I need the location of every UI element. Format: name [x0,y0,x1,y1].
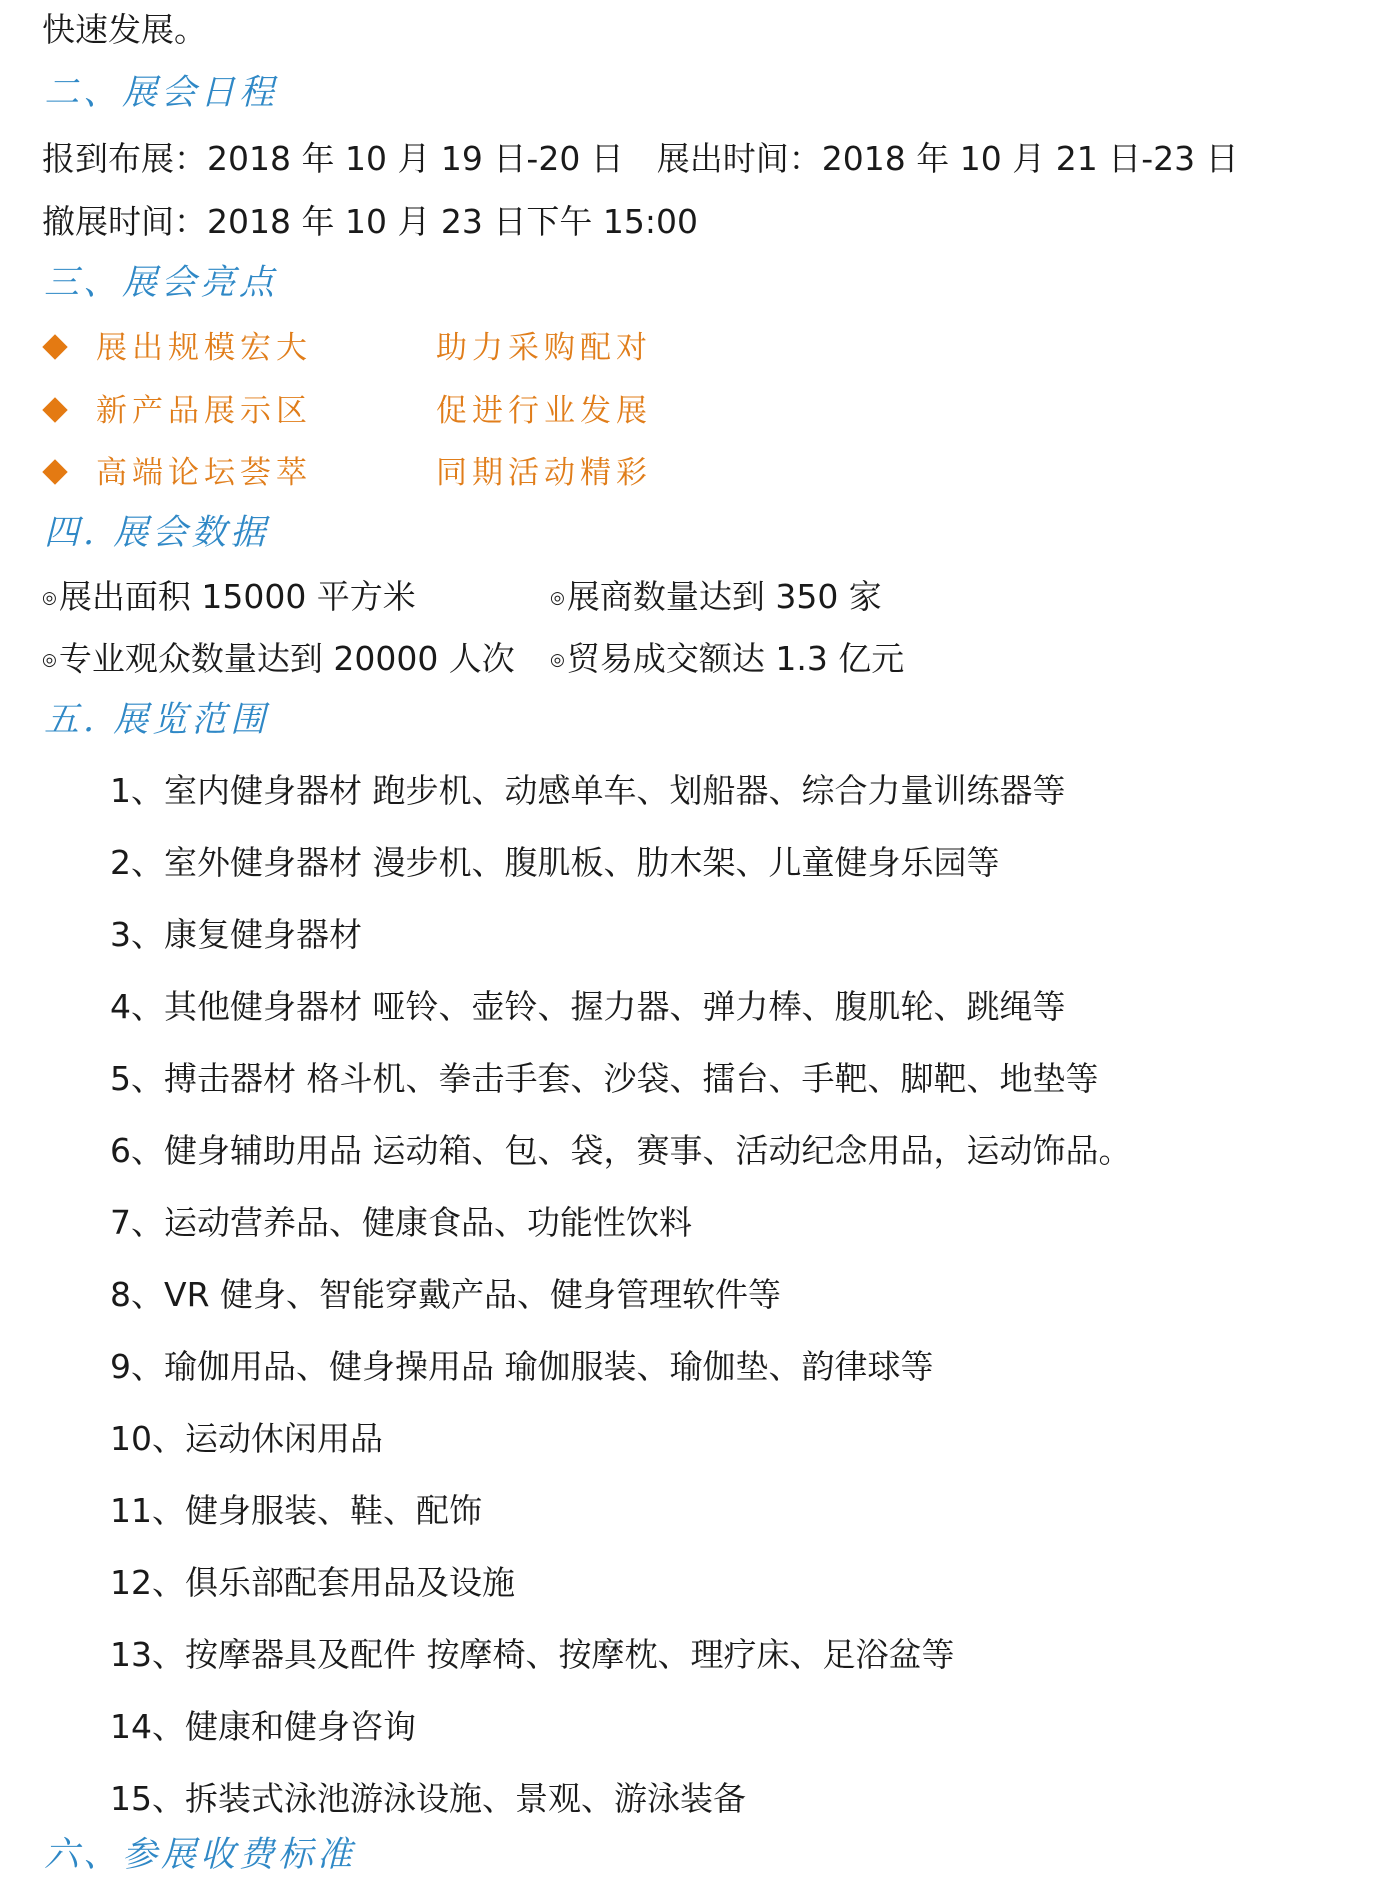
scope-heading: 五. 展览范围 [44,700,270,740]
scope-item: 15、拆装式泳池游泳设施、景观、游泳装备 [110,1779,746,1818]
highlights-heading: 三、展会亮点 [44,263,279,303]
scope-item: 9、瑜伽用品、健身操用品 瑜伽服装、瑜伽垫、韵律球等 [110,1347,934,1386]
schedule-line-teardown: 撤展时间：2018 年 10 月 23 日下午 15:00 [42,202,699,241]
scope-item: 1、室内健身器材 跑步机、动感单车、划船器、综合力量训练器等 [110,771,1066,810]
stat-cell [550,576,882,619]
scope-item: 5、搏击器材 格斗机、拳击手套、沙袋、擂台、手靶、脚靶、地垫等 [110,1059,1099,1098]
stat-cell [550,638,904,681]
circle-bullet-icon: ◎ [550,650,565,670]
schedule-heading: 二、展会日程 [44,73,279,113]
scope-item: 4、其他健身器材 哑铃、壶铃、握力器、弹力棒、腹肌轮、跳绳等 [110,987,1066,1026]
scope-item: 3、康复健身器材 [110,915,362,954]
diamond-bullet-icon [42,459,67,484]
stat-text: 展出面积 15000 平方米 [58,577,416,616]
stat-text: 展商数量达到 350 家 [566,577,882,616]
scope-item: 2、室外健身器材 漫步机、腹肌板、肋木架、儿童健身乐园等 [110,843,1000,882]
stat-cell [42,638,515,681]
scope-item: 11、健身服装、鞋、配饰 [110,1491,482,1530]
scope-item: 13、按摩器具及配件 按摩椅、按摩枕、理疗床、足浴盆等 [110,1635,955,1674]
scope-item: 7、运动营养品、健康食品、功能性饮料 [110,1203,692,1242]
diamond-bullet-icon [42,397,67,422]
fees-heading: 六、参展收费标准 [44,1835,357,1875]
stat-text: 专业观众数量达到 20000 人次 [58,639,515,678]
schedule-line-setup: 报到布展：2018 年 10 月 19 日-20 日 展出时间：2018 年 10 月 21 日-23 日 [42,139,1239,178]
stat-cell [42,576,416,619]
diamond-bullet-icon [42,334,67,359]
scope-item: 8、VR 健身、智能穿戴产品、健身管理软件等 [110,1275,781,1314]
scope-item: 14、健康和健身咨询 [110,1707,416,1746]
stat-text: 贸易成交额达 1.3 亿元 [566,639,905,678]
scope-item: 10、运动休闲用品 [110,1419,383,1458]
highlight-left: 展出规模宏大 [96,330,312,366]
highlight-left: 新产品展示区 [96,393,312,429]
highlight-right: 同期活动精彩 [436,455,652,491]
stats-heading: 四. 展会数据 [44,513,270,553]
highlight-right: 助力采购配对 [436,330,652,366]
highlight-right: 促进行业发展 [436,393,652,429]
intro-tail-text: 快速发展。 [42,10,207,49]
circle-bullet-icon: ◎ [42,650,57,670]
circle-bullet-icon: ◎ [550,588,565,608]
highlight-left: 高端论坛荟萃 [96,455,312,491]
circle-bullet-icon: ◎ [42,588,57,608]
scope-item: 6、健身辅助用品 运动箱、包、袋，赛事、活动纪念用品，运动饰品。 [110,1131,1132,1170]
scope-item: 12、俱乐部配套用品及设施 [110,1563,515,1602]
